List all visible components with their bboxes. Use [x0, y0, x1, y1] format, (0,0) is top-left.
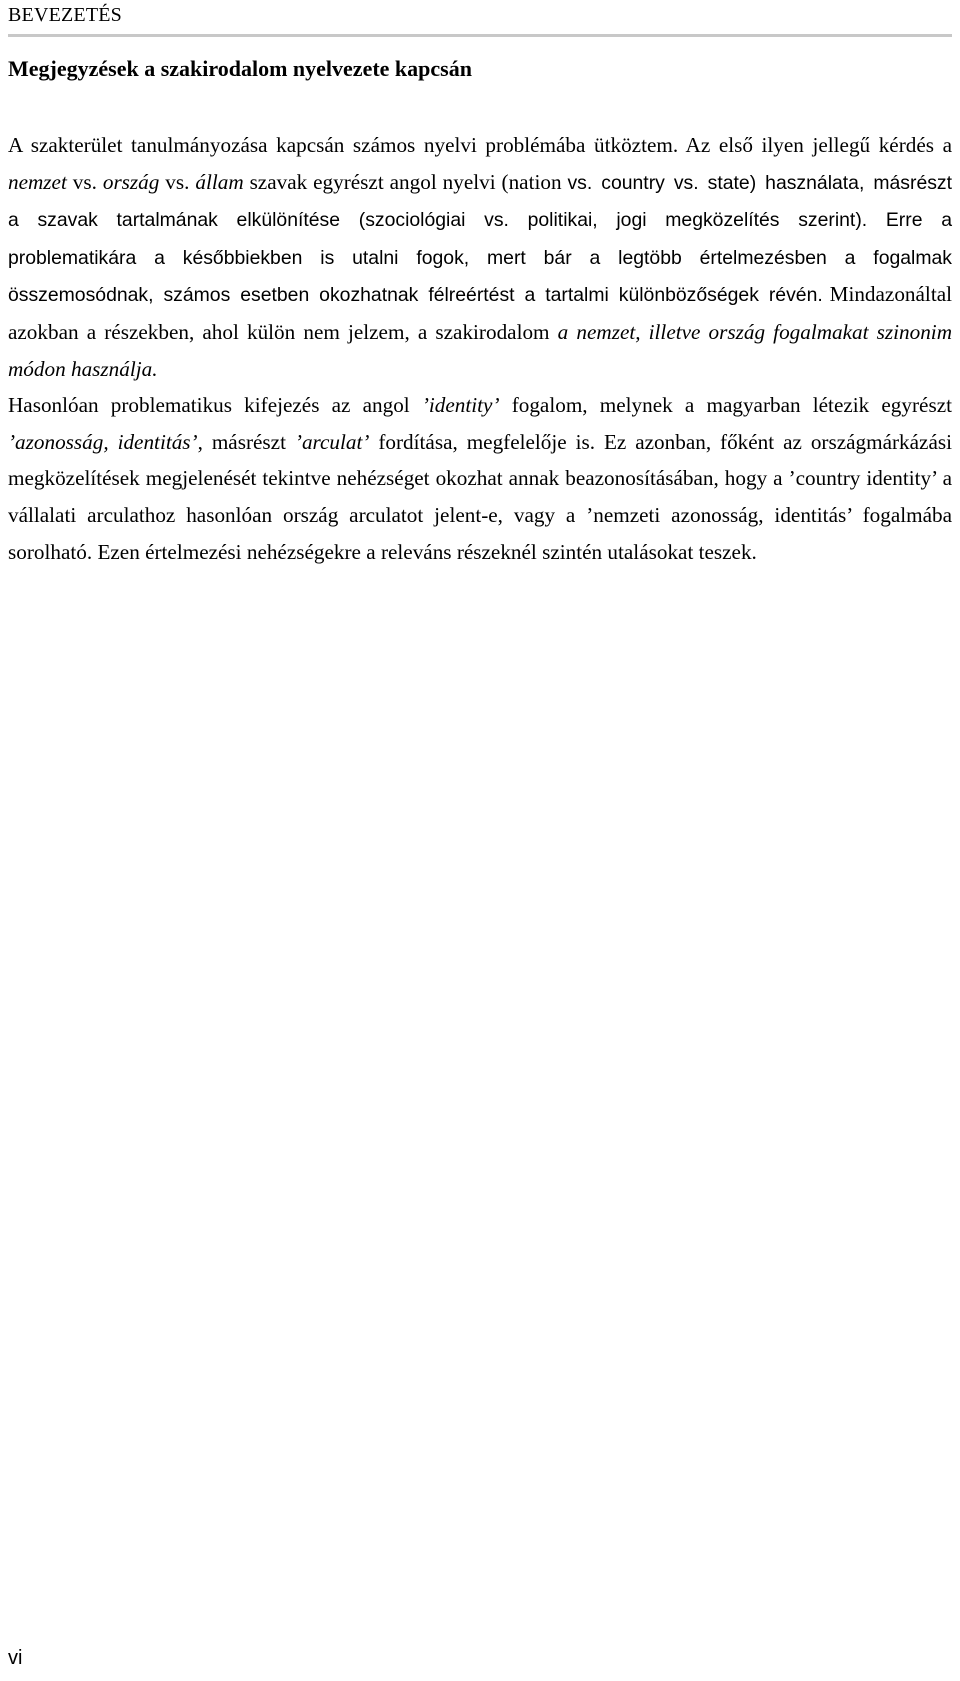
- text-run: Hasonlóan problematikus kifejezés az angol: [8, 393, 422, 418]
- section-heading: Megjegyzések a szakirodalom nyelvezete kapcsán: [8, 56, 472, 81]
- text-run: , másrészt: [197, 429, 295, 454]
- text-run-sans: vs. country vs. state) használata, másrészt a szavak tartalmának elkülönítése (szociológiai vs. politikai, jogi megközelítés szerint). Erre a problematikára a későbbiekben is utalni fogok, mert bár a legtöbb értelmezésben a fogalmak összemosódnak, számos esetben okozhatnak félreértést a tartalmi különbözőségek révén.: [8, 171, 953, 307]
- header-divider: [8, 34, 952, 37]
- italic-term: ’azonosság, identitás’: [8, 429, 198, 454]
- italic-term: állam: [195, 169, 244, 194]
- italic-term: ország: [102, 169, 160, 194]
- italic-phrase: a nemzet, illetve ország fogalmakat szinonim módon használja.: [8, 319, 952, 381]
- paragraph-identity: [8, 387, 952, 570]
- text-run: fordítása, megfelelője is. Ez azonban, főként az országmárkázási megközelítések megjelenését tekintve nehézséget okozhat annak beazonosításában, hogy a ’country identity’ a vállalati arculathoz hasonlóan ország arculatot jelent-e, vagy a ’nemzeti azonosság, identitás’ fogalmába sorolható. Ezen értelmezési nehézségekre a releváns részeknél szintén utalásokat teszek.: [8, 429, 952, 564]
- italic-term: ’identity’: [421, 393, 500, 418]
- body-text: [8, 127, 952, 570]
- italic-term: ’arculat’: [294, 429, 370, 454]
- page-number: vi: [8, 1647, 23, 1669]
- text-run: szavak egyrészt angol nyelvi (nation: [243, 169, 568, 194]
- text-run: vs.: [66, 169, 103, 194]
- running-header: BEVEZETÉS: [8, 4, 123, 26]
- text-run: A szakterület tanulmányozása kapcsán számos nyelvi problémába ütköztem. Az első ilyen jellegű kérdés a: [8, 133, 952, 157]
- paragraph-terminology: [8, 127, 952, 387]
- text-run: fogalom, melynek a magyarban létezik egyrészt: [499, 393, 952, 418]
- text-run: vs.: [159, 169, 196, 194]
- italic-term: nemzet: [8, 169, 67, 194]
- text-run: Mindazonáltal azokban a részekben, ahol külön nem jelzem, a szakirodalom: [8, 282, 952, 344]
